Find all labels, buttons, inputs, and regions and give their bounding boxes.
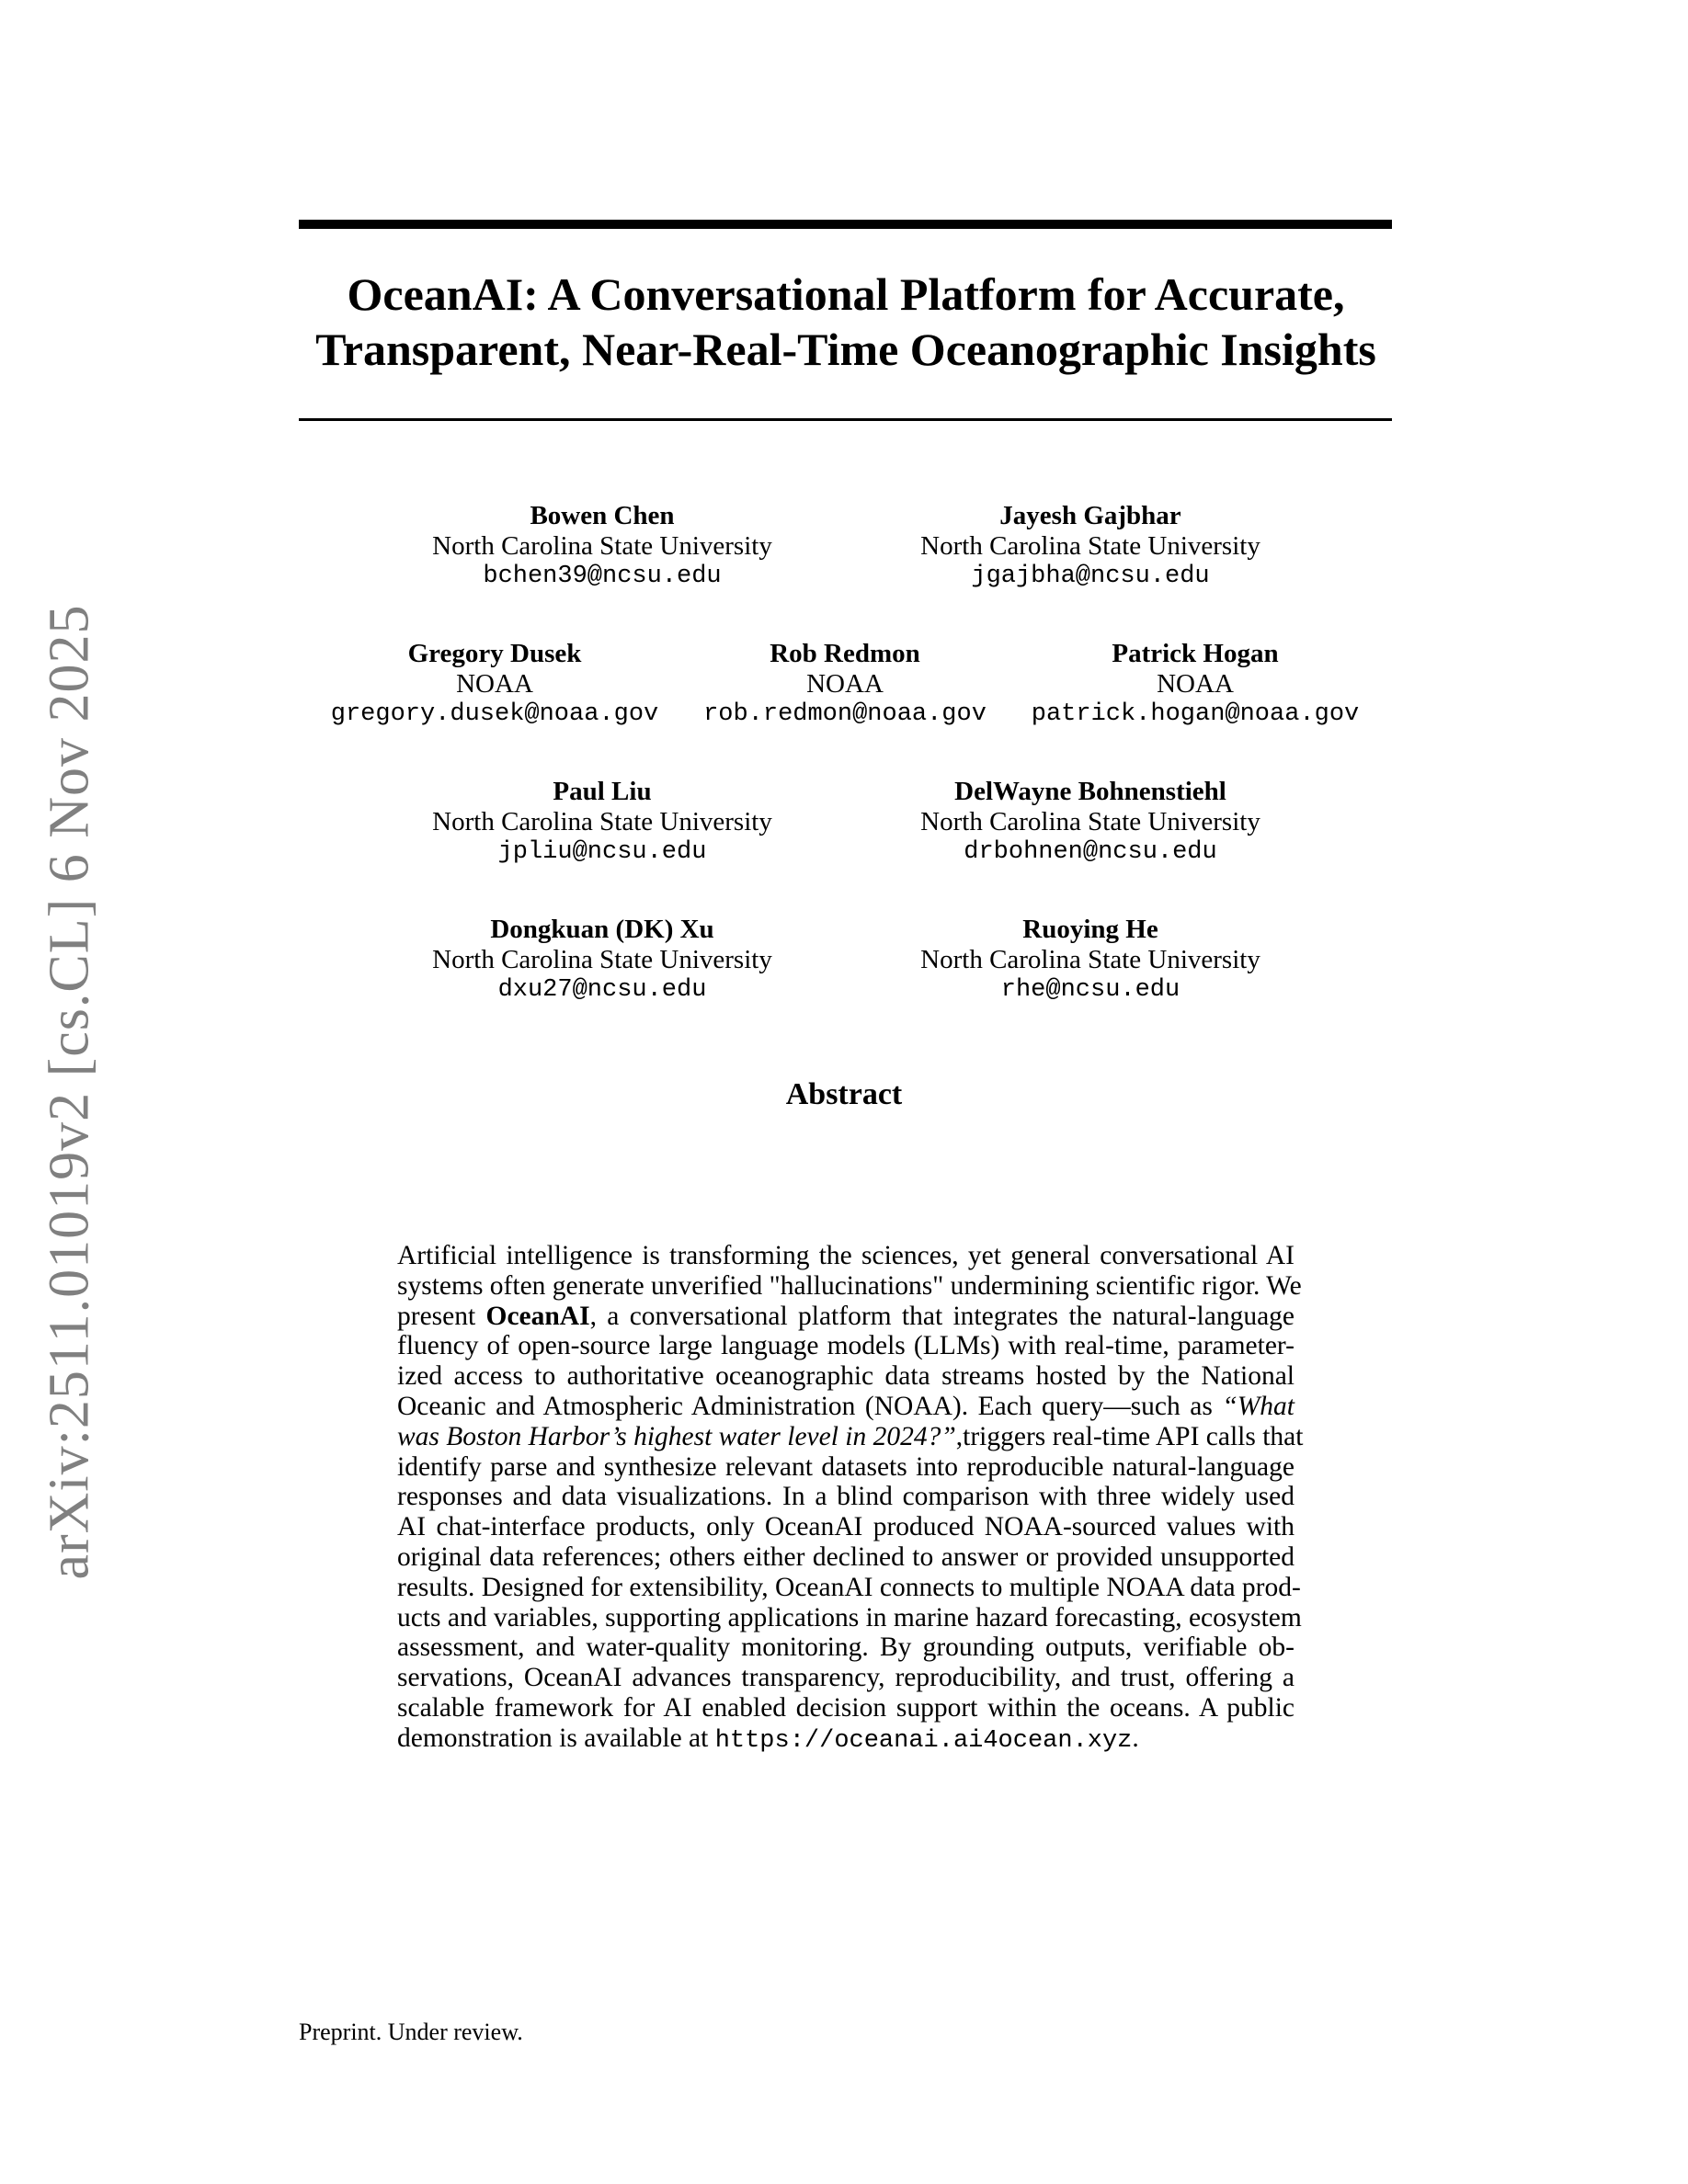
abstract-line: [397, 1270, 1302, 1302]
abstract-text: .: [1132, 1723, 1139, 1753]
abstract-text: demonstration is available at: [397, 1723, 715, 1753]
abstract-text: present: [397, 1301, 486, 1331]
abstract-line: [397, 1421, 1304, 1452]
author-name: Paul Liu: [553, 777, 652, 806]
abstract-line: [397, 1241, 1295, 1271]
author-email[interactable]: patrick.hogan@noaa.gov: [1031, 700, 1360, 728]
abstract-line: [397, 1482, 1295, 1512]
author-block: [363, 915, 841, 1006]
abstract-line: [397, 1693, 1295, 1723]
author-block: [956, 639, 1434, 730]
abstract-text: ,triggers real-time API calls that: [955, 1421, 1304, 1451]
title-line-1: OceanAI: A Conversational Platform for Accurate,: [347, 268, 1345, 320]
author-block: [363, 501, 841, 592]
author-name: Bowen Chen: [530, 501, 675, 530]
footer-note: Preprint. Under review.: [299, 2019, 523, 2045]
author-affiliation: NOAA: [1157, 669, 1234, 699]
author-affiliation: North Carolina State University: [432, 945, 772, 974]
author-name: Jayesh Gajbhar: [999, 501, 1181, 530]
abstract-text: assessment, and water-quality monitoring. By grounding outputs, verifiable ob-: [397, 1632, 1295, 1663]
abstract-line: [397, 1452, 1295, 1483]
abstract-line: [397, 1512, 1295, 1542]
author-affiliation: NOAA: [456, 669, 533, 699]
abstract-body: [397, 1241, 1304, 1755]
author-affiliation: North Carolina State University: [920, 531, 1260, 561]
abstract-text: fluency of open-source large language models (LLMs) with real-time, parameter-: [397, 1331, 1295, 1361]
abstract-line: [397, 1663, 1295, 1693]
paper-title: [276, 267, 1416, 377]
abstract-line: [397, 1632, 1295, 1663]
title-bottom-rule: [299, 418, 1392, 421]
abstract-text: Oceanic and Atmospheric Administration (NOAA). Each query—such as: [397, 1391, 1223, 1421]
abstract-text: original data references; others either declined to answer or provided unsupported: [397, 1541, 1295, 1572]
title-top-rule: [299, 220, 1392, 229]
author-block: [363, 777, 841, 868]
author-affiliation: North Carolina State University: [432, 807, 772, 836]
abstract-text: servations, OceanAI advances transparency, reproducibility, and trust, offering a: [397, 1663, 1295, 1693]
abstract-line: [397, 1392, 1295, 1422]
author-email[interactable]: gregory.dusek@noaa.gov: [330, 700, 659, 728]
author-email[interactable]: rob.redmon@noaa.gov: [703, 700, 987, 728]
abstract-line: [397, 1602, 1302, 1633]
author-affiliation: North Carolina State University: [920, 807, 1260, 836]
author-name: DelWayne Bohnenstiehl: [954, 777, 1226, 806]
abstract-line: [397, 1572, 1301, 1603]
author-affiliation: North Carolina State University: [432, 531, 772, 561]
abstract-line: [397, 1723, 1295, 1754]
abstract-text: , a conversational platform that integrates the natural-language: [589, 1301, 1295, 1331]
author-name: Rob Redmon: [770, 639, 920, 668]
bold-term: OceanAI: [485, 1301, 590, 1331]
abstract-line: [397, 1331, 1295, 1361]
author-name: Patrick Hogan: [1112, 639, 1279, 668]
abstract-line: [397, 1361, 1295, 1392]
author-email[interactable]: jgajbha@ncsu.edu: [971, 563, 1210, 590]
abstract-text: identify parse and synthesize relevant datasets into reproducible natural-language: [397, 1451, 1295, 1482]
author-name: Dongkuan (DK) Xu: [490, 915, 714, 944]
author-email[interactable]: dxu27@ncsu.edu: [497, 976, 707, 1004]
author-email[interactable]: bchen39@ncsu.edu: [483, 563, 722, 590]
title-line-2: Transparent, Near-Real-Time Oceanographic Insights: [315, 324, 1376, 375]
author-block: [851, 777, 1329, 868]
author-email[interactable]: jpliu@ncsu.edu: [497, 838, 707, 866]
abstract-line: [397, 1542, 1295, 1573]
abstract-text: ized access to authoritative oceanographic data streams hosted by the National: [397, 1361, 1295, 1392]
abstract-text: results. Designed for extensibility, OceanAI connects to multiple NOAA data prod-: [397, 1572, 1301, 1602]
abstract-text: Artificial intelligence is transforming the sciences, yet general conversational AI: [397, 1241, 1295, 1270]
abstract-line: [397, 1302, 1295, 1332]
italic-quote: was Boston Harbor’s highest water level in 2024?”: [397, 1421, 956, 1451]
abstract-text: AI chat-interface products, only OceanAI produced NOAA-sourced values with: [397, 1512, 1295, 1542]
demo-url-link[interactable]: https://oceanai.ai4ocean.xyz: [714, 1726, 1133, 1755]
author-name: Ruoying He: [1022, 915, 1158, 944]
author-email[interactable]: drbohnen@ncsu.edu: [964, 838, 1217, 866]
author-block: [851, 915, 1329, 1006]
abstract-text: responses and data visualizations. In a blind comparison with three widely used: [397, 1482, 1295, 1512]
author-affiliation: North Carolina State University: [920, 945, 1260, 974]
author-name: Gregory Dusek: [407, 639, 582, 668]
author-affiliation: NOAA: [806, 669, 884, 699]
abstract-text: ucts and variables, supporting applications in marine hazard forecasting, ecosystem: [397, 1602, 1302, 1632]
author-email[interactable]: rhe@ncsu.edu: [1000, 976, 1180, 1004]
italic-quote: “What: [1222, 1391, 1295, 1421]
abstract-text: scalable framework for AI enabled decision support within the oceans. A public: [397, 1692, 1295, 1723]
abstract-heading: Abstract: [785, 1077, 903, 1111]
abstract-text: systems often generate unverified "hallucinations" undermining scientific rigor. We: [397, 1270, 1302, 1301]
author-block: [851, 501, 1329, 592]
arxiv-identifier-stamp: arXiv:2511.01019v2 [cs.CL] 6 Nov 2025: [38, 604, 101, 1580]
